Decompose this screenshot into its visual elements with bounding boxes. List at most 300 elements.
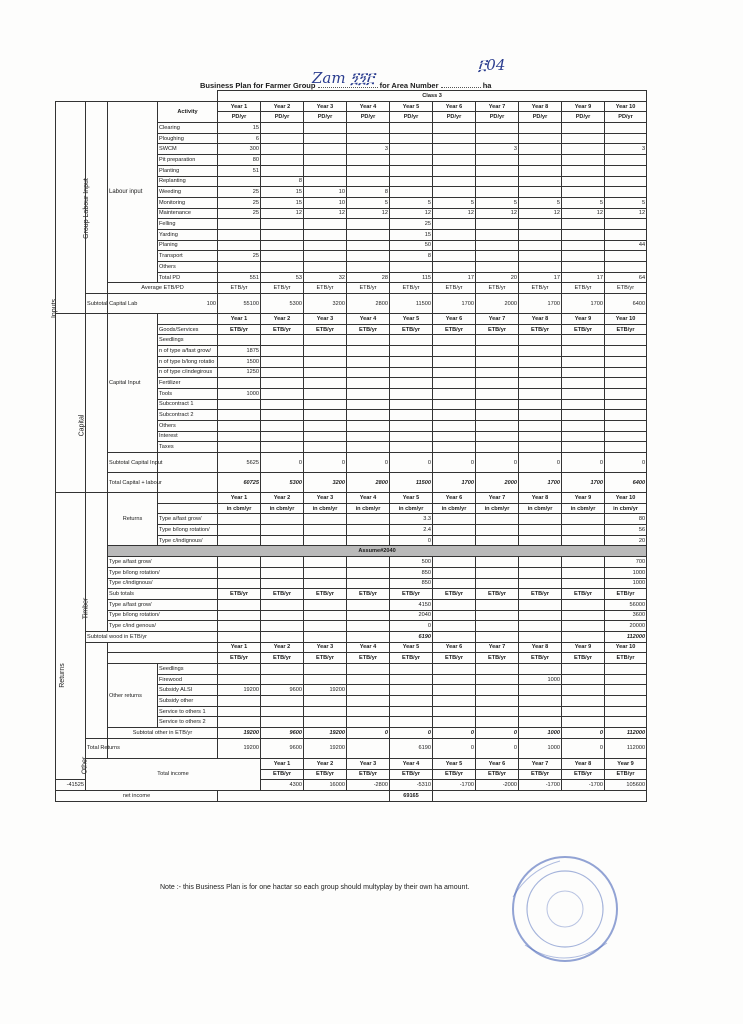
blank-cell bbox=[433, 790, 647, 801]
unit-header: ETB/yr bbox=[433, 324, 476, 335]
value-cell bbox=[562, 410, 605, 421]
capital-group-label: Capital Input bbox=[108, 314, 158, 453]
unit-header: ETB/yr bbox=[347, 324, 390, 335]
value-cell bbox=[390, 356, 433, 367]
value-cell: 32 bbox=[304, 272, 347, 283]
value-cell bbox=[562, 378, 605, 389]
value-cell bbox=[605, 442, 647, 453]
item-label: Interest bbox=[158, 431, 218, 442]
unit-header: ETB/yr bbox=[261, 589, 304, 600]
subtotal-cell: 11500 bbox=[390, 294, 433, 314]
value-cell bbox=[347, 229, 390, 240]
subtotal-cell bbox=[347, 631, 390, 642]
total-returns-row bbox=[56, 738, 647, 758]
value-cell bbox=[347, 155, 390, 166]
value-cell bbox=[433, 717, 476, 728]
section-label-returns: Returns bbox=[58, 663, 66, 688]
value-cell bbox=[519, 187, 562, 198]
value-cell bbox=[218, 706, 261, 717]
value-cell bbox=[304, 165, 347, 176]
value-cell bbox=[390, 420, 433, 431]
value-cell: 12 bbox=[390, 208, 433, 219]
subtotal-cell: 2000 bbox=[476, 294, 519, 314]
value-cell: -2000 bbox=[476, 780, 519, 791]
value-cell bbox=[304, 442, 347, 453]
value-cell bbox=[390, 133, 433, 144]
value-cell bbox=[261, 599, 304, 610]
activity-label: Ploughing bbox=[158, 133, 218, 144]
value-cell bbox=[476, 123, 519, 134]
item-label: Firewood bbox=[158, 674, 218, 685]
value-cell bbox=[347, 240, 390, 251]
year-header: Year 10 bbox=[605, 642, 647, 653]
value-cell bbox=[304, 123, 347, 134]
value-cell bbox=[476, 567, 519, 578]
value-cell: -41525 bbox=[56, 780, 86, 791]
value-cell bbox=[390, 123, 433, 134]
value-cell bbox=[519, 335, 562, 346]
value-cell: 64 bbox=[605, 272, 647, 283]
value-cell bbox=[605, 399, 647, 410]
value-cell bbox=[519, 431, 562, 442]
value-cell: 300 bbox=[218, 144, 261, 155]
group-labour-column bbox=[86, 101, 108, 293]
year-header: Year 7 bbox=[476, 642, 519, 653]
value-cell: -1700 bbox=[562, 780, 605, 791]
value-cell bbox=[519, 717, 562, 728]
value-cell: 500 bbox=[390, 557, 433, 568]
value-cell bbox=[562, 251, 605, 262]
value-cell bbox=[605, 367, 647, 378]
total-cell: 6400 bbox=[605, 473, 647, 493]
year-header: Year 6 bbox=[433, 101, 476, 112]
value-cell bbox=[218, 567, 261, 578]
class-label: Class 3 bbox=[218, 91, 647, 102]
unit-header: ETB/yr bbox=[562, 769, 605, 780]
value-cell bbox=[476, 165, 519, 176]
value-cell: 1000 bbox=[605, 578, 647, 589]
value-cell bbox=[433, 664, 476, 675]
value-cell bbox=[304, 664, 347, 675]
value-cell bbox=[261, 123, 304, 134]
value-cell bbox=[304, 578, 347, 589]
unit-header: PD/yr bbox=[218, 112, 261, 123]
value-cell bbox=[519, 514, 562, 525]
total-cell: 1700 bbox=[519, 473, 562, 493]
value-cell bbox=[304, 155, 347, 166]
value-cell bbox=[476, 176, 519, 187]
unit-header: ETB/yr bbox=[519, 653, 562, 664]
blank-cell bbox=[108, 642, 218, 653]
item-label: Tools bbox=[158, 388, 218, 399]
value-cell bbox=[433, 610, 476, 621]
value-cell: 5 bbox=[390, 197, 433, 208]
value-cell bbox=[390, 155, 433, 166]
value-cell bbox=[347, 674, 390, 685]
value-cell bbox=[433, 155, 476, 166]
type-label: Type b/long rotation/ bbox=[108, 567, 218, 578]
value-cell bbox=[562, 685, 605, 696]
value-cell bbox=[519, 664, 562, 675]
value-cell bbox=[519, 696, 562, 707]
subtotal-cell: 55100 bbox=[218, 294, 261, 314]
value-cell: 19200 bbox=[304, 738, 347, 758]
value-cell bbox=[562, 717, 605, 728]
value-cell bbox=[218, 610, 261, 621]
total-cell: 1700 bbox=[433, 473, 476, 493]
subtotal-cell: 0 bbox=[476, 453, 519, 473]
unit-header: ETB/yr bbox=[304, 653, 347, 664]
unit-header: ETB/yr bbox=[605, 589, 647, 600]
value-cell bbox=[476, 442, 519, 453]
value-cell bbox=[519, 144, 562, 155]
activity-label: Maintenance bbox=[158, 208, 218, 219]
value-cell bbox=[562, 240, 605, 251]
value-cell bbox=[261, 525, 304, 536]
value-cell: 5 bbox=[562, 197, 605, 208]
value-cell bbox=[304, 410, 347, 421]
subtotal-cell: 0 bbox=[390, 453, 433, 473]
value-cell bbox=[519, 567, 562, 578]
year-header: Year 4 bbox=[390, 758, 433, 769]
value-cell bbox=[347, 610, 390, 621]
timber-subtotals-header bbox=[56, 589, 647, 600]
value-cell bbox=[562, 335, 605, 346]
unit-header: ETB/yr bbox=[347, 769, 390, 780]
value-cell bbox=[261, 346, 304, 357]
value-cell bbox=[218, 557, 261, 568]
value-cell bbox=[433, 599, 476, 610]
item-label: Seedlings bbox=[158, 664, 218, 675]
unit-header: in cbm/yr bbox=[261, 503, 304, 514]
value-cell bbox=[519, 219, 562, 230]
value-cell bbox=[433, 399, 476, 410]
value-cell bbox=[347, 717, 390, 728]
total-cell: 60725 bbox=[218, 473, 261, 493]
year-header: Year 2 bbox=[261, 101, 304, 112]
value-cell: 25 bbox=[390, 219, 433, 230]
value-cell bbox=[218, 399, 261, 410]
unit-header: PD/yr bbox=[390, 112, 433, 123]
unit-header: ETB/yr bbox=[218, 589, 261, 600]
subtotal-cell: 0 bbox=[304, 453, 347, 473]
year-header: Year 3 bbox=[347, 758, 390, 769]
year-header: Year 8 bbox=[562, 758, 605, 769]
value-cell: 56000 bbox=[605, 599, 647, 610]
unit-header: PD/yr bbox=[519, 112, 562, 123]
value-cell bbox=[390, 717, 433, 728]
value-cell bbox=[347, 685, 390, 696]
total-cell: 1700 bbox=[562, 473, 605, 493]
value-cell: 0 bbox=[433, 738, 476, 758]
subtotal-cell: 0 bbox=[433, 453, 476, 473]
value-cell bbox=[390, 674, 433, 685]
value-cell bbox=[261, 155, 304, 166]
subtotal-cell: 0 bbox=[562, 728, 605, 739]
assumption-bar: Assume#2040 bbox=[108, 546, 647, 557]
value-cell: 17 bbox=[519, 272, 562, 283]
year-header: Year 2 bbox=[261, 314, 304, 325]
other-returns-label: Other returns bbox=[108, 664, 158, 728]
unit-header: ETB/yr bbox=[519, 324, 562, 335]
value-cell bbox=[261, 674, 304, 685]
value-cell bbox=[519, 155, 562, 166]
value-cell bbox=[304, 706, 347, 717]
value-cell bbox=[390, 685, 433, 696]
total-income-label: Total income bbox=[86, 758, 261, 790]
value-cell bbox=[304, 514, 347, 525]
value-cell bbox=[218, 621, 261, 632]
unit-header: ETB/yr bbox=[390, 769, 433, 780]
value-cell bbox=[562, 621, 605, 632]
goods-services-header: Goods/Services bbox=[158, 324, 218, 335]
blank-cell bbox=[108, 653, 218, 664]
unit-header: PD/yr bbox=[562, 112, 605, 123]
activity-label: Clearing bbox=[158, 123, 218, 134]
value-cell bbox=[605, 335, 647, 346]
activity-label: Planting bbox=[158, 165, 218, 176]
unit-header: PD/yr bbox=[347, 112, 390, 123]
activity-label: Felling bbox=[158, 219, 218, 230]
value-cell bbox=[476, 410, 519, 421]
unit-header: PD/yr bbox=[605, 112, 647, 123]
subtotal-cell: 0 bbox=[261, 453, 304, 473]
item-label: n of type c/indegirous bbox=[158, 367, 218, 378]
value-cell bbox=[562, 187, 605, 198]
value-cell bbox=[605, 410, 647, 421]
value-cell bbox=[261, 431, 304, 442]
value-cell bbox=[304, 346, 347, 357]
value-cell: 12 bbox=[261, 208, 304, 219]
unit-header: in cbm/yr bbox=[605, 503, 647, 514]
value-cell bbox=[433, 240, 476, 251]
value-cell bbox=[476, 155, 519, 166]
value-cell: 0 bbox=[390, 621, 433, 632]
unit-header: ETB/yr bbox=[519, 769, 562, 780]
subtotal-label: Subtotal wood in ETB/yr bbox=[86, 631, 218, 642]
activity-label: Yarding bbox=[158, 229, 218, 240]
value-cell bbox=[476, 378, 519, 389]
value-cell bbox=[261, 219, 304, 230]
activity-label: SWCM bbox=[158, 144, 218, 155]
value-cell bbox=[605, 706, 647, 717]
subtotal-cell: 5300 bbox=[261, 294, 304, 314]
value-cell bbox=[347, 599, 390, 610]
value-cell bbox=[261, 229, 304, 240]
subtotal-cell bbox=[304, 631, 347, 642]
value-cell bbox=[304, 176, 347, 187]
value-cell: 16000 bbox=[304, 780, 347, 791]
unit-header: ETB/yr bbox=[304, 589, 347, 600]
year-header: Year 3 bbox=[304, 642, 347, 653]
type-label: Type c/indignous/ bbox=[158, 535, 218, 546]
value-cell: 4150 bbox=[390, 599, 433, 610]
year-header: Year 10 bbox=[605, 314, 647, 325]
value-cell bbox=[261, 378, 304, 389]
value-cell bbox=[347, 251, 390, 262]
value-cell bbox=[304, 356, 347, 367]
value-cell bbox=[433, 442, 476, 453]
value-cell bbox=[304, 335, 347, 346]
other-unit-row bbox=[56, 653, 647, 664]
total-cell: 3200 bbox=[304, 473, 347, 493]
value-cell bbox=[347, 133, 390, 144]
value-cell bbox=[390, 399, 433, 410]
value-cell: 20 bbox=[476, 272, 519, 283]
value-cell bbox=[605, 251, 647, 262]
unit-header: in cbm/yr bbox=[347, 503, 390, 514]
activity-header: Activity bbox=[158, 101, 218, 122]
year-header: Year 9 bbox=[562, 642, 605, 653]
year-header: Year 9 bbox=[562, 101, 605, 112]
document-title: Business Plan for Farmer Group for Area Number ha bbox=[200, 81, 492, 90]
value-cell: 50 bbox=[390, 240, 433, 251]
year-header: Year 1 bbox=[218, 642, 261, 653]
value-cell bbox=[562, 599, 605, 610]
footer-note: Note :- this Business Plan is for one hactar so each group should multyplay by their own ha amount. bbox=[160, 884, 470, 891]
value-cell bbox=[304, 717, 347, 728]
item-label: Subsidy other bbox=[158, 696, 218, 707]
class-row bbox=[56, 91, 647, 102]
value-cell bbox=[433, 187, 476, 198]
value-cell: 1875 bbox=[218, 346, 261, 357]
unit-header: ETB/yr bbox=[261, 324, 304, 335]
unit-cell: ETB/yr bbox=[304, 283, 347, 294]
value-cell bbox=[218, 420, 261, 431]
value-cell bbox=[519, 557, 562, 568]
activity-label: Monitoring bbox=[158, 197, 218, 208]
unit-header: in cbm/yr bbox=[304, 503, 347, 514]
unit-header: ETB/yr bbox=[476, 324, 519, 335]
value-cell: 12 bbox=[562, 208, 605, 219]
value-cell bbox=[519, 442, 562, 453]
value-cell: 3 bbox=[476, 144, 519, 155]
value-cell bbox=[390, 442, 433, 453]
returns-column bbox=[56, 493, 89, 780]
value-cell bbox=[605, 356, 647, 367]
value-cell bbox=[261, 567, 304, 578]
timber-value-row bbox=[56, 599, 647, 610]
value-cell bbox=[433, 144, 476, 155]
unit-header: ETB/yr bbox=[476, 769, 519, 780]
value-cell bbox=[304, 229, 347, 240]
unit-header: ETB/yr bbox=[476, 589, 519, 600]
value-cell bbox=[476, 621, 519, 632]
unit-header: ETB/yr bbox=[562, 653, 605, 664]
unit-header: PD/yr bbox=[476, 112, 519, 123]
value-cell bbox=[605, 165, 647, 176]
subtotal-cell: 6400 bbox=[605, 294, 647, 314]
value-cell bbox=[605, 388, 647, 399]
unit-header: ETB/yr bbox=[433, 589, 476, 600]
year-header: Year 1 bbox=[218, 493, 261, 504]
year-header: Year 9 bbox=[562, 314, 605, 325]
value-cell bbox=[562, 514, 605, 525]
value-cell bbox=[476, 240, 519, 251]
value-cell bbox=[519, 251, 562, 262]
type-label: Type b/long rotation/ bbox=[108, 610, 218, 621]
activity-label: Weeding bbox=[158, 187, 218, 198]
value-cell bbox=[390, 664, 433, 675]
value-cell: 112000 bbox=[605, 738, 647, 758]
value-cell bbox=[476, 599, 519, 610]
value-cell: 4300 bbox=[261, 780, 304, 791]
subtotal-cell bbox=[261, 631, 304, 642]
value-cell: 1000 bbox=[519, 738, 562, 758]
value-cell bbox=[519, 133, 562, 144]
net-income-row bbox=[56, 790, 647, 801]
value-cell: 80 bbox=[218, 155, 261, 166]
value-cell bbox=[304, 251, 347, 262]
value-cell bbox=[605, 664, 647, 675]
year-header: Year 6 bbox=[433, 314, 476, 325]
unit-cell: ETB/yr bbox=[261, 283, 304, 294]
value-cell bbox=[347, 696, 390, 707]
value-cell bbox=[433, 567, 476, 578]
value-cell bbox=[605, 229, 647, 240]
value-cell bbox=[390, 431, 433, 442]
subtotal-cell bbox=[562, 631, 605, 642]
timber-value-row bbox=[56, 610, 647, 621]
value-cell: 0 bbox=[390, 535, 433, 546]
value-cell bbox=[433, 356, 476, 367]
value-cell bbox=[218, 674, 261, 685]
value-cell bbox=[476, 431, 519, 442]
value-cell: 19200 bbox=[304, 685, 347, 696]
value-cell: 44 bbox=[605, 240, 647, 251]
value-cell bbox=[218, 410, 261, 421]
value-cell bbox=[433, 133, 476, 144]
value-cell: 6190 bbox=[390, 738, 433, 758]
value-cell bbox=[605, 123, 647, 134]
income-year-header bbox=[56, 758, 647, 769]
value-cell: 8 bbox=[390, 251, 433, 262]
value-cell bbox=[390, 706, 433, 717]
value-cell bbox=[519, 240, 562, 251]
value-cell: 20 bbox=[605, 535, 647, 546]
value-cell: 1000 bbox=[605, 567, 647, 578]
value-cell bbox=[261, 664, 304, 675]
item-label: n of type b/long rotatio bbox=[158, 356, 218, 367]
activity-label: Replanting bbox=[158, 176, 218, 187]
value-cell bbox=[476, 356, 519, 367]
value-cell bbox=[347, 367, 390, 378]
value-cell bbox=[476, 229, 519, 240]
unit-header: ETB/yr bbox=[605, 653, 647, 664]
subtotal-cell: 1700 bbox=[433, 294, 476, 314]
year-header: Year 8 bbox=[519, 101, 562, 112]
year-header: Year 8 bbox=[519, 314, 562, 325]
subtotal-cell: 19200 bbox=[218, 728, 261, 739]
value-cell bbox=[261, 388, 304, 399]
value-cell bbox=[390, 410, 433, 421]
unit-cell: ETB/yr bbox=[562, 283, 605, 294]
subtotal-cell: 1000 bbox=[519, 728, 562, 739]
value-cell bbox=[605, 155, 647, 166]
value-cell bbox=[605, 346, 647, 357]
value-cell: 10 bbox=[304, 197, 347, 208]
subtotal-label: Subtotal other in ETB/yr bbox=[108, 728, 218, 739]
item-label: Others bbox=[158, 420, 218, 431]
value-cell: 12 bbox=[605, 208, 647, 219]
unit-header: in cbm/yr bbox=[476, 503, 519, 514]
value-cell: 19200 bbox=[218, 738, 261, 758]
subtotal-cell: 1700 bbox=[519, 294, 562, 314]
value-cell bbox=[433, 696, 476, 707]
value-cell bbox=[605, 685, 647, 696]
year-header: Year 2 bbox=[261, 642, 304, 653]
capital-year-header bbox=[56, 314, 647, 325]
